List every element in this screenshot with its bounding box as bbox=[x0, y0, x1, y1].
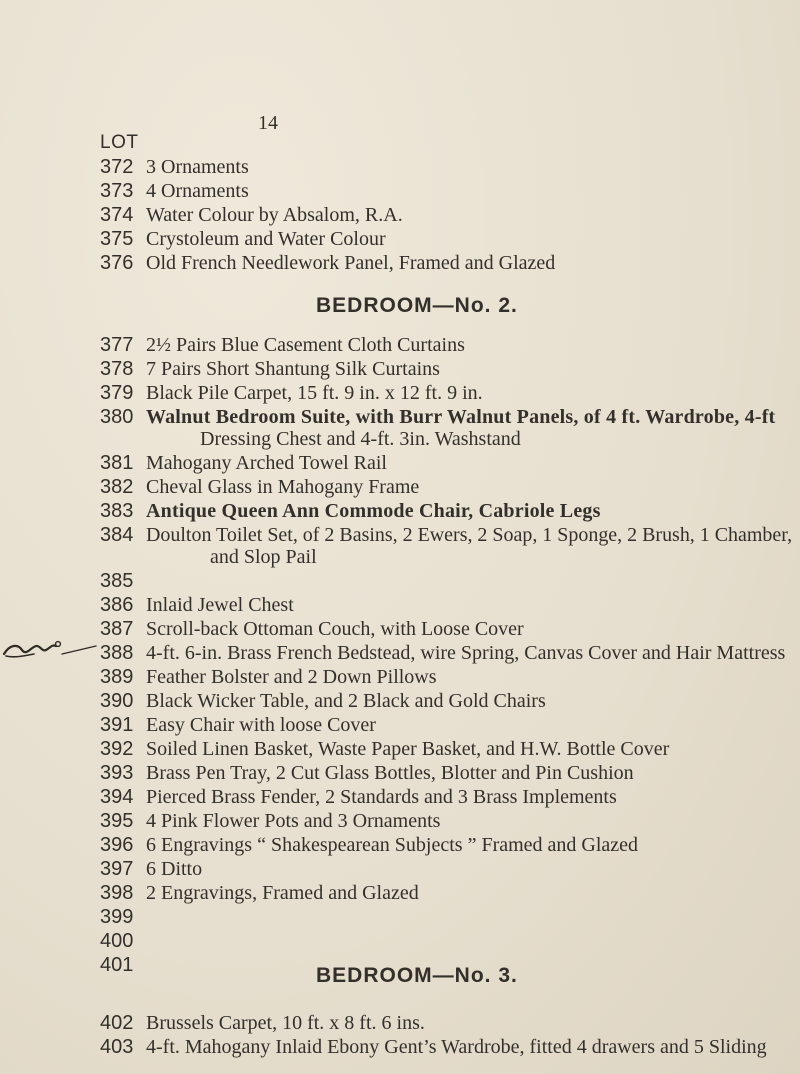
lot-number: 373 bbox=[100, 180, 134, 202]
lot-description: Soiled Linen Basket, Waste Paper Basket, and H.W. Bottle Cover bbox=[146, 738, 670, 760]
lot-number: 384 bbox=[100, 524, 134, 546]
lot-description: 6 Engravings “ Shakespearean Subjects ” Framed and Glazed bbox=[146, 834, 639, 856]
lot-description: Brussels Carpet, 10 ft. x 8 ft. 6 ins. bbox=[146, 1012, 425, 1034]
lot-number: 398 bbox=[100, 882, 134, 904]
lot-description: Inlaid Jewel Chest bbox=[146, 594, 294, 616]
lot-number: 381 bbox=[100, 452, 134, 474]
lot-description: 2½ Pairs Blue Casement Cloth Curtains bbox=[146, 334, 465, 356]
pencil-mark-icon bbox=[0, 632, 98, 664]
section-title-bedroom-3: BEDROOM—No. 3. bbox=[316, 964, 518, 987]
lot-number: 375 bbox=[100, 228, 134, 250]
lot-description: Black Pile Carpet, 15 ft. 9 in. x 12 ft. 9 in. bbox=[146, 382, 483, 404]
lot-description-continued: Dressing Chest and 4-ft. 3in. Washstand bbox=[200, 428, 521, 450]
lot-number: 401 bbox=[100, 954, 134, 976]
lot-number: 392 bbox=[100, 738, 134, 760]
lot-description: Black Wicker Table, and 2 Black and Gold Chairs bbox=[146, 690, 546, 712]
lot-description: 4 Ornaments bbox=[146, 180, 249, 202]
lot-description: Mahogany Arched Towel Rail bbox=[146, 452, 387, 474]
lot-description: 4-ft. 6-in. Brass French Bedstead, wire Spring, Canvas Cover and Hair Mattress bbox=[146, 642, 786, 664]
lot-number: 400 bbox=[100, 930, 134, 952]
lot-description: Brass Pen Tray, 2 Cut Glass Bottles, Blotter and Pin Cushion bbox=[146, 762, 634, 784]
lot-number: 395 bbox=[100, 810, 134, 832]
lot-number: 389 bbox=[100, 666, 134, 688]
lot-description: Water Colour by Absalom, R.A. bbox=[146, 204, 403, 226]
lot-description: 6 Ditto bbox=[146, 858, 203, 880]
lot-number: 380 bbox=[100, 406, 134, 428]
lot-number: 394 bbox=[100, 786, 134, 808]
lot-description: 4-ft. Mahogany Inlaid Ebony Gent’s Wardrobe, fitted 4 drawers and 5 Sliding bbox=[146, 1036, 767, 1058]
lot-description-continued: and Slop Pail bbox=[210, 546, 317, 568]
lot-description: 7 Pairs Short Shantung Silk Curtains bbox=[146, 358, 440, 380]
lot-number: 376 bbox=[100, 252, 134, 274]
lot-description: 3 Ornaments bbox=[146, 156, 249, 178]
lot-description: 4 Pink Flower Pots and 3 Ornaments bbox=[146, 810, 441, 832]
lot-number: 388 bbox=[100, 642, 134, 664]
lot-number: 393 bbox=[100, 762, 134, 784]
lot-number: 402 bbox=[100, 1012, 134, 1034]
lot-number: 391 bbox=[100, 714, 134, 736]
lot-description: Easy Chair with loose Cover bbox=[146, 714, 376, 736]
lot-number: 382 bbox=[100, 476, 134, 498]
lot-number: 403 bbox=[100, 1036, 134, 1058]
lot-description: Crystoleum and Water Colour bbox=[146, 228, 386, 250]
lot-number: 385 bbox=[100, 570, 134, 592]
lot-number: 386 bbox=[100, 594, 134, 616]
lot-description: Cheval Glass in Mahogany Frame bbox=[146, 476, 420, 498]
lot-column-header: LOT bbox=[100, 132, 139, 153]
lot-number: 387 bbox=[100, 618, 134, 640]
lot-description: 2 Engravings, Framed and Glazed bbox=[146, 882, 419, 904]
lot-description: Walnut Bedroom Suite, with Burr Walnut Panels, of 4 ft. Wardrobe, 4-ft bbox=[146, 406, 776, 428]
lot-description: Antique Queen Ann Commode Chair, Cabriole Legs bbox=[146, 500, 601, 522]
lot-number: 383 bbox=[100, 500, 134, 522]
lot-number: 379 bbox=[100, 382, 134, 404]
lot-description: Scroll-back Ottoman Couch, with Loose Cover bbox=[146, 618, 524, 640]
lot-number: 399 bbox=[100, 906, 134, 928]
lot-description: Old French Needlework Panel, Framed and Glazed bbox=[146, 252, 556, 274]
lot-number: 372 bbox=[100, 156, 134, 178]
lot-number: 378 bbox=[100, 358, 134, 380]
lot-number: 397 bbox=[100, 858, 134, 880]
lot-number: 390 bbox=[100, 690, 134, 712]
section-title-bedroom-2: BEDROOM—No. 2. bbox=[316, 294, 518, 317]
lot-number: 374 bbox=[100, 204, 134, 226]
page-number: 14 bbox=[258, 112, 278, 134]
lot-number: 377 bbox=[100, 334, 134, 356]
lot-description: Feather Bolster and 2 Down Pillows bbox=[146, 666, 437, 688]
lot-description: Pierced Brass Fender, 2 Standards and 3 Brass Implements bbox=[146, 786, 617, 808]
lot-description: Doulton Toilet Set, of 2 Basins, 2 Ewers, 2 Soap, 1 Sponge, 2 Brush, 1 Chamber, bbox=[146, 524, 793, 546]
lot-number: 396 bbox=[100, 834, 134, 856]
